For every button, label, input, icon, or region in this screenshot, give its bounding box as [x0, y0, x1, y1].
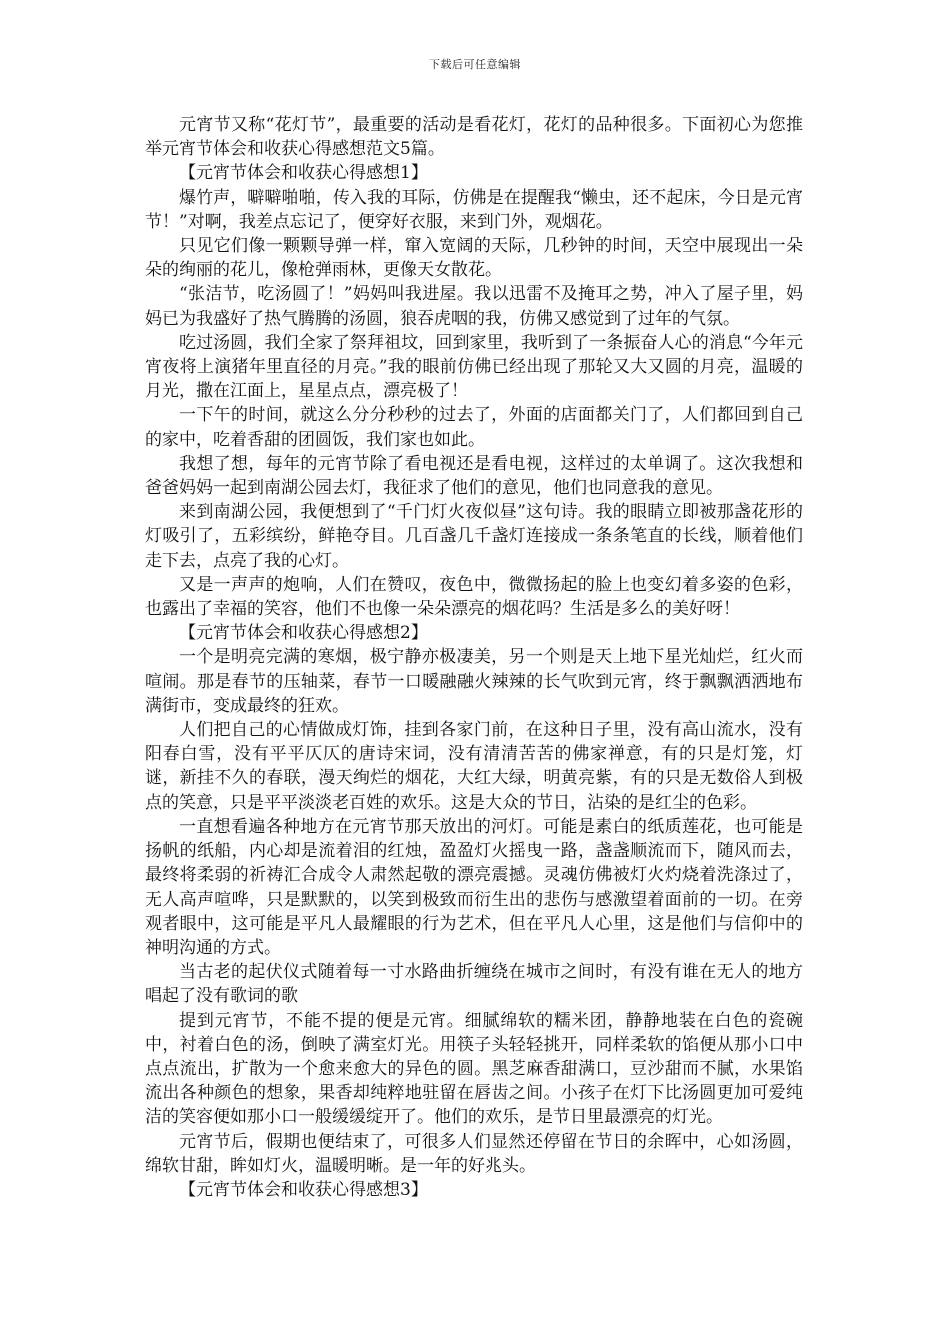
- section-heading-1: 【元宵节体会和收获心得感想1】: [179, 163, 428, 184]
- body-paragraph: 提到元宵节，不能不提的便是元宵。细腻绵软的糯米团，静静地装在白色的瓷碗中，衬着白色的汤，倒映了满室灯光。用筷子头轻轻挑开，同样柔软的馅便从那小口中点点流出，扩散为一个愈来愈大的异色的圆。黑芝麻香甜满口，豆沙甜而不腻，水果馅流出各种颜色的想象，果香却纯粹地驻留在唇齿之间。小孩子在灯下比汤圆更加可爱纯洁的笑容便如那小口一般缓缓绽开了。他们的欢乐，是节日里最漂亮的灯光。: [145, 1010, 803, 1128]
- body-paragraph: 当古老的起伏仪式随着每一寸水路曲折缠绕在城市之间时，有没有谁在无人的地方唱起了没有歌词的歌: [145, 962, 803, 1007]
- body-paragraph: 吃过汤圆，我们全家了祭拜祖坟，回到家里，我听到了一条振奋人心的消息“今年元宵夜将上演猪年里直径的月亮。”我的眼前仿佛已经出现了那轮又大又圆的月亮，温暖的月光，撒在江面上，星星点点，漂亮极了！: [145, 332, 803, 402]
- body-paragraph: 只见它们像一颗颗导弹一样，窜入宽阔的天际，几秒钟的时间，天空中展现出一朵朵的绚丽的花儿，像枪弹雨林，更像天女散花。: [145, 236, 803, 281]
- body-paragraph: 我想了想，每年的元宵节除了看电视还是看电视，这样过的太单调了。这次我想和爸爸妈妈一起到南湖公园去灯，我征求了他们的意见，他们也同意我的意见。: [145, 453, 803, 499]
- body-paragraph: 又是一声声的炮响，人们在赞叹，夜色中，微微扬起的脸上也变幻着多姿的色彩，也露出了幸福的笑容，他们不也像一朵朵漂亮的烟花吗？生活是多么的美好呀！: [145, 574, 803, 620]
- body-paragraph: 一直想看遍各种地方在元宵节那天放出的河灯。可能是素白的纸质莲花，也可能是扬帆的纸船，内心却是流着泪的红烛，盈盈灯火摇曳一路，盏盏顺流而下，随风而去，最终将柔弱的祈祷汇合成令人肃然起敬的漂亮震撼。灵魂仿佛被灯火灼烧着洗涤过了，无人高声喧哗，只是默默的，以笑到极致而衍生出的悲伤与感激望着面前的一切。在旁观者眼中，这可能是平凡人最耀眼的行为艺术，但在平凡人心里，这是他们与信仰中的神明沟通的方式。: [145, 816, 803, 958]
- body-paragraph: 一个是明亮完满的寒烟，极宁静亦极凄美，另一个则是天上地下星光灿烂，红火而喧闹。那是春节的压轴菜，春节一口暖融融火辣辣的长气吹到元宵，终于飘飘洒洒地布满街市，变成最终的狂欢。: [145, 647, 803, 716]
- section-heading-3: 【元宵节体会和收获心得感想3】: [179, 1179, 428, 1200]
- body-paragraph: 一下午的时间，就这么分分秒秒的过去了，外面的店面都关门了，人们都回到自己的家中，吃着香甜的团圆饭，我们家也如此。: [145, 405, 803, 450]
- intro-paragraph: 元宵节又称“花灯节”，最重要的活动是看花灯，花灯的品种很多。下面初心为您推举元宵节体会和收获心得感想范文5篇。: [145, 115, 803, 160]
- body-paragraph: “张洁节，吃汤圆了！”妈妈叫我进屋。我以迅雷不及掩耳之势，冲入了屋子里，妈妈已为我盛好了热气腾腾的汤圆，狼吞虎咽的我，仿佛又感觉到了过年的气氛。: [145, 284, 803, 329]
- body-paragraph: 元宵节后，假期也便结束了，可很多人们显然还停留在节日的余晖中，心如汤圆，绵软甘甜，眸如灯火，温暖明晰。是一年的好兆头。: [145, 1131, 803, 1176]
- body-paragraph: 来到南湖公园，我便想到了“千门灯火夜似昼”这句诗。我的眼睛立即被那盏花形的灯吸引了，五彩缤纷，鲜艳夺目。几百盏几千盏灯连接成一条条笔直的长线，顺着他们走下去，点亮了我的心灯。: [145, 502, 803, 571]
- page-header: 下载后可任意编辑: [429, 58, 521, 71]
- section-heading-2: 【元宵节体会和收获心得感想2】: [179, 623, 428, 644]
- body-paragraph: 人们把自己的心情做成灯饰，挂到各家门前，在这种日子里，没有高山流水，没有阳春白雪，没有平平仄仄的唐诗宋词，没有清清苦苦的佛家禅意，有的只是灯笼，灯谜，新挂不久的春联，漫天绚烂的烟花，大红大绿，明黄亮紫，有的只是无数俗人到极点的笑意，只是平平淡淡老百姓的欢乐。这是大众的节日，沾染的是红尘的色彩。: [145, 720, 803, 813]
- body-paragraph: 爆竹声，噼噼啪啪，传入我的耳际，仿佛是在提醒我“懒虫，还不起床，今日是元宵节！”对啊，我差点忘记了，便穿好衣服，来到门外，观烟花。: [145, 187, 803, 232]
- document-body: [145, 113, 803, 1202]
